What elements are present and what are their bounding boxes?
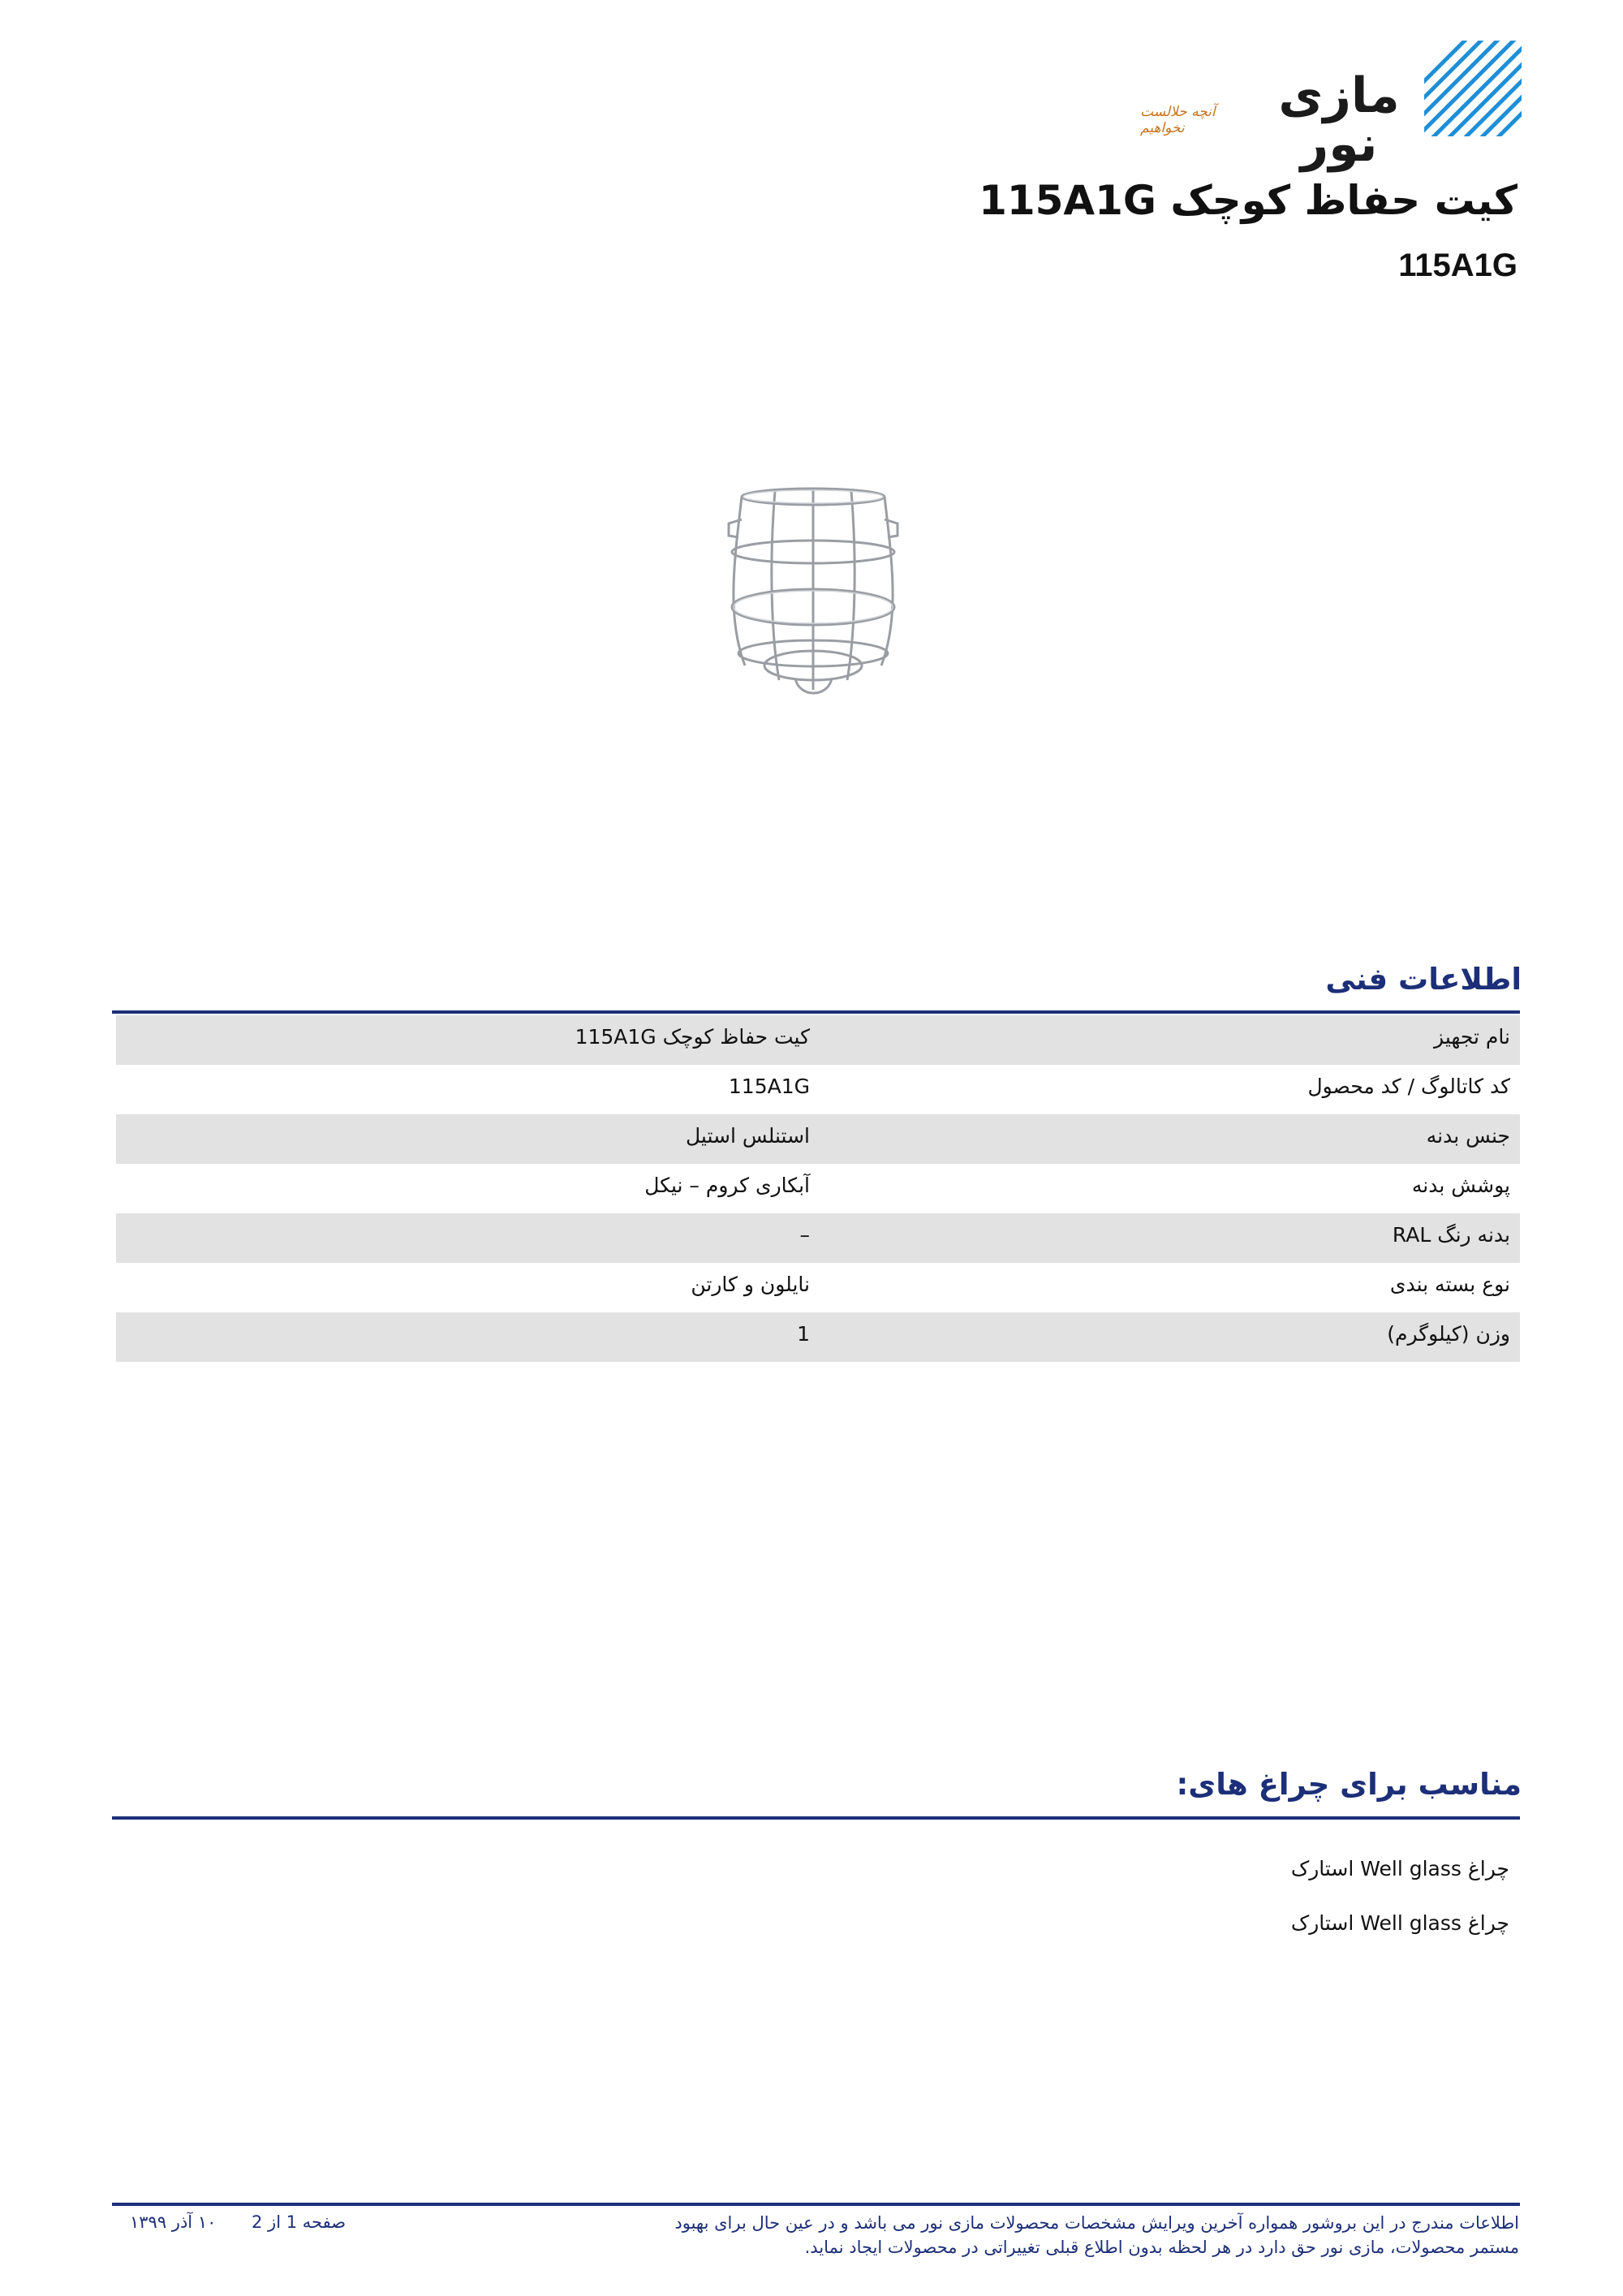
spec-label: نام تجهیز [1434,1025,1510,1049]
list-item: چراغ Well glass استارک [1290,1911,1509,1935]
page-number: صفحه 1 از 2 [252,2212,347,2232]
specs-divider [112,1010,1520,1014]
spec-label: پوشش بدنه [1411,1174,1510,1197]
table-row [116,1015,1520,1065]
product-code: 115A1G [1398,248,1518,283]
logo-stripes-icon [1424,41,1522,136]
spec-value: کیت حفاظ کوچک 115A1G [575,1025,810,1049]
logo-tagline: آنچه حلالست نخواهیم [1140,104,1216,136]
spec-value: 1 [797,1322,810,1346]
suitable-divider [112,1816,1520,1820]
specs-heading: اطلاعات فنی [1325,962,1522,997]
suitable-heading: مناسب برای چراغ های: [1176,1767,1522,1802]
list-item: چراغ Well glass استارک [1290,1857,1509,1880]
spec-value: استنلس استیل [686,1124,810,1148]
table-row [116,1213,1520,1263]
brand-logo [1140,41,1522,173]
spec-label: وزن (کیلوگرم) [1387,1322,1510,1346]
table-row [116,1164,1520,1213]
wire-guard-cage-icon [722,487,905,706]
table-row [116,1114,1520,1164]
spec-table [116,1015,1520,1362]
logo-wordmark: مازی نور [1278,67,1400,173]
footer-disclaimer: اطلاعات مندرج در این بروشور همواره آخرین ویرایش مشخصات محصولات مازی نور می باشد و در عین حال برای بهبود مستمر محصولات، مازی نور حق دارد در هر لحظه بدون اطلاع قبلی تغییراتی در محصولات ایجاد نماید. [674,2213,1519,2258]
spec-label: نوع بسته بندی [1389,1273,1510,1296]
spec-value: 115A1G [728,1075,810,1098]
footer-divider [112,2203,1520,2206]
table-row [116,1065,1520,1114]
spec-label: جنس بدنه [1426,1124,1510,1148]
footer-date: ۱۰ آذر ۱۳۹۹ [130,2212,217,2232]
spec-value: – [799,1223,810,1247]
spec-value: نایلون و کارتن [691,1273,810,1296]
table-row [116,1312,1520,1362]
spec-label: کد کاتالوگ / کد محصول [1307,1075,1510,1098]
spec-value: آبکاری کروم – نیکل [644,1174,810,1197]
page-title: کیت حفاظ کوچک 115A1G [979,177,1518,224]
spec-label: بدنه رنگ RAL [1392,1223,1510,1247]
table-row [116,1263,1520,1312]
